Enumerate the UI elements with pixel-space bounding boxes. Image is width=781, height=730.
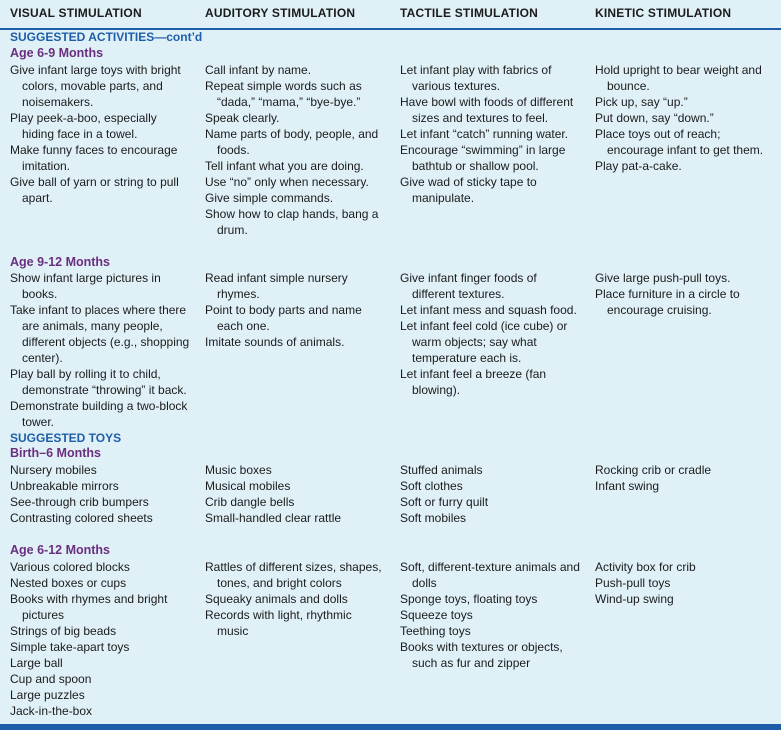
list-item: Give infant finger foods of different textures. xyxy=(400,271,537,301)
list-item: Records with light, rhythmic music xyxy=(205,608,352,638)
list-item: Soft or furry quilt xyxy=(400,495,489,509)
list-item: Unbreakable mirrors xyxy=(10,479,119,493)
list-item: Point to body parts and name each one. xyxy=(205,303,362,333)
list-item: Hold upright to bear weight and bounce. xyxy=(595,63,762,93)
list-item: Let infant feel a breeze (fan blowing). xyxy=(400,367,547,397)
list-item: Place toys out of reach; encourage infant to get them. xyxy=(595,127,764,157)
list-item: Speak clearly. xyxy=(205,111,280,125)
list-item: Stuffed animals xyxy=(400,463,483,477)
group-title-birth-6: Birth–6 Months xyxy=(10,446,101,460)
cell-toys-6-12-tactile xyxy=(400,559,580,671)
list-item: Large puzzles xyxy=(10,688,85,702)
list-item: Call infant by name. xyxy=(205,63,312,77)
list-item: Name parts of body, people, and foods. xyxy=(205,127,379,157)
list-item: Jack-in-the-box xyxy=(10,704,93,718)
list-item: Push-pull toys xyxy=(595,576,671,590)
list-item: Give wad of sticky tape to manipulate. xyxy=(400,175,537,205)
group-title-9-12: Age 9-12 Months xyxy=(10,255,111,269)
list-item: Small-handled clear rattle xyxy=(205,511,342,525)
list-item: Squeeze toys xyxy=(400,608,473,622)
list-item: Demonstrate building a two-block tower. xyxy=(10,399,188,429)
list-item: Simple take-apart toys xyxy=(10,640,130,654)
list-item: Wind-up swing xyxy=(595,592,674,606)
list-item: Pick up, say “up.” xyxy=(595,95,688,109)
list-item: Cup and spoon xyxy=(10,672,92,686)
list-item: Tell infant what you are doing. xyxy=(205,159,364,173)
header-visual: VISUAL STIMULATION xyxy=(10,6,142,20)
cell-toys-birth-6-visual xyxy=(10,462,190,526)
list-item: Activity box for crib xyxy=(595,560,696,574)
list-item: Give simple commands. xyxy=(205,191,334,205)
list-item: Give ball of yarn or string to pull apart. xyxy=(10,175,179,205)
list-item: Use “no” only when necessary. xyxy=(205,175,369,189)
list-item: Play peek-a-boo, especially hiding face in a towel. xyxy=(10,111,157,141)
list-item: Sponge toys, floating toys xyxy=(400,592,538,606)
list-item: Give infant large toys with bright colors, movable parts, and noisemakers. xyxy=(10,63,181,109)
list-item: Infant swing xyxy=(595,479,660,493)
list-item: Rocking crib or cradle xyxy=(595,463,712,477)
cell-toys-6-12-auditory xyxy=(205,559,385,639)
list-item: Rattles of different sizes, shapes, tones, and bright colors xyxy=(205,560,382,590)
cell-activities-9-12-auditory xyxy=(205,270,385,350)
list-item: Play pat-a-cake. xyxy=(595,159,682,173)
cell-toys-birth-6-auditory xyxy=(205,462,385,526)
section-title-activities: SUGGESTED ACTIVITIES—cont’d xyxy=(10,30,203,44)
list-item: Various colored blocks xyxy=(10,560,130,574)
list-item: Soft clothes xyxy=(400,479,463,493)
cell-activities-6-9-kinetic xyxy=(595,62,775,174)
list-item: Let infant mess and squash food. xyxy=(400,303,577,317)
list-item: Have bowl with foods of different sizes and textures to feel. xyxy=(400,95,574,125)
list-item: Large ball xyxy=(10,656,63,670)
list-item: Take infant to places where there are animals, many people, different objects (e.g., shopping center). xyxy=(10,303,190,365)
list-item: Books with textures or objects, such as fur and zipper xyxy=(400,640,563,670)
cell-activities-6-9-auditory xyxy=(205,62,383,238)
list-item: Encourage “swimming” in large bathtub or shallow pool. xyxy=(400,143,566,173)
list-item: Music boxes xyxy=(205,463,272,477)
list-item: Crib dangle bells xyxy=(205,495,295,509)
bottom-rule xyxy=(0,724,781,730)
table-header xyxy=(0,0,781,30)
list-item: Nursery mobiles xyxy=(10,463,97,477)
list-item: Books with rhymes and bright pictures xyxy=(10,592,168,622)
group-title-6-12: Age 6-12 Months xyxy=(10,543,111,557)
cell-activities-6-9-visual xyxy=(10,62,190,206)
list-item: Let infant “catch” running water. xyxy=(400,127,569,141)
list-item: Musical mobiles xyxy=(205,479,291,493)
cell-toys-birth-6-kinetic xyxy=(595,462,775,494)
cell-toys-6-12-visual xyxy=(10,559,190,719)
list-item: Play ball by rolling it to child, demonstrate “throwing” it back. xyxy=(10,367,187,397)
list-item: Strings of big beads xyxy=(10,624,117,638)
list-item: Put down, say “down.” xyxy=(595,111,714,125)
list-item: Repeat simple words such as “dada,” “mama,” “bye-bye.” xyxy=(205,79,362,109)
list-item: Read infant simple nursery rhymes. xyxy=(205,271,348,301)
cell-toys-birth-6-tactile xyxy=(400,462,580,526)
list-item: Soft, different-texture animals and dolls xyxy=(400,560,580,590)
cell-activities-9-12-kinetic xyxy=(595,270,775,318)
cell-activities-9-12-tactile xyxy=(400,270,580,398)
list-item: Nested boxes or cups xyxy=(10,576,127,590)
list-item: Make funny faces to encourage imitation. xyxy=(10,143,178,173)
group-title-6-9: Age 6-9 Months xyxy=(10,46,104,60)
list-item: Show infant large pictures in books. xyxy=(10,271,161,301)
list-item: Contrasting colored sheets xyxy=(10,511,153,525)
header-auditory: AUDITORY STIMULATION xyxy=(205,6,356,20)
list-item: Teething toys xyxy=(400,624,471,638)
section-title-toys: SUGGESTED TOYS xyxy=(10,431,122,445)
header-kinetic: KINETIC STIMULATION xyxy=(595,6,732,20)
list-item: See-through crib bumpers xyxy=(10,495,149,509)
list-item: Place furniture in a circle to encourage cruising. xyxy=(595,287,740,317)
cell-activities-9-12-visual xyxy=(10,270,190,430)
list-item: Show how to clap hands, bang a drum. xyxy=(205,207,379,237)
list-item: Let infant play with fabrics of various textures. xyxy=(400,63,552,93)
header-tactile: TACTILE STIMULATION xyxy=(400,6,539,20)
cell-activities-6-9-tactile xyxy=(400,62,580,206)
list-item: Soft mobiles xyxy=(400,511,467,525)
list-item: Squeaky animals and dolls xyxy=(205,592,348,606)
list-item: Let infant feel cold (ice cube) or warm objects; say what temperature each is. xyxy=(400,319,568,365)
list-item: Give large push-pull toys. xyxy=(595,271,731,285)
cell-toys-6-12-kinetic xyxy=(595,559,775,607)
list-item: Imitate sounds of animals. xyxy=(205,335,345,349)
